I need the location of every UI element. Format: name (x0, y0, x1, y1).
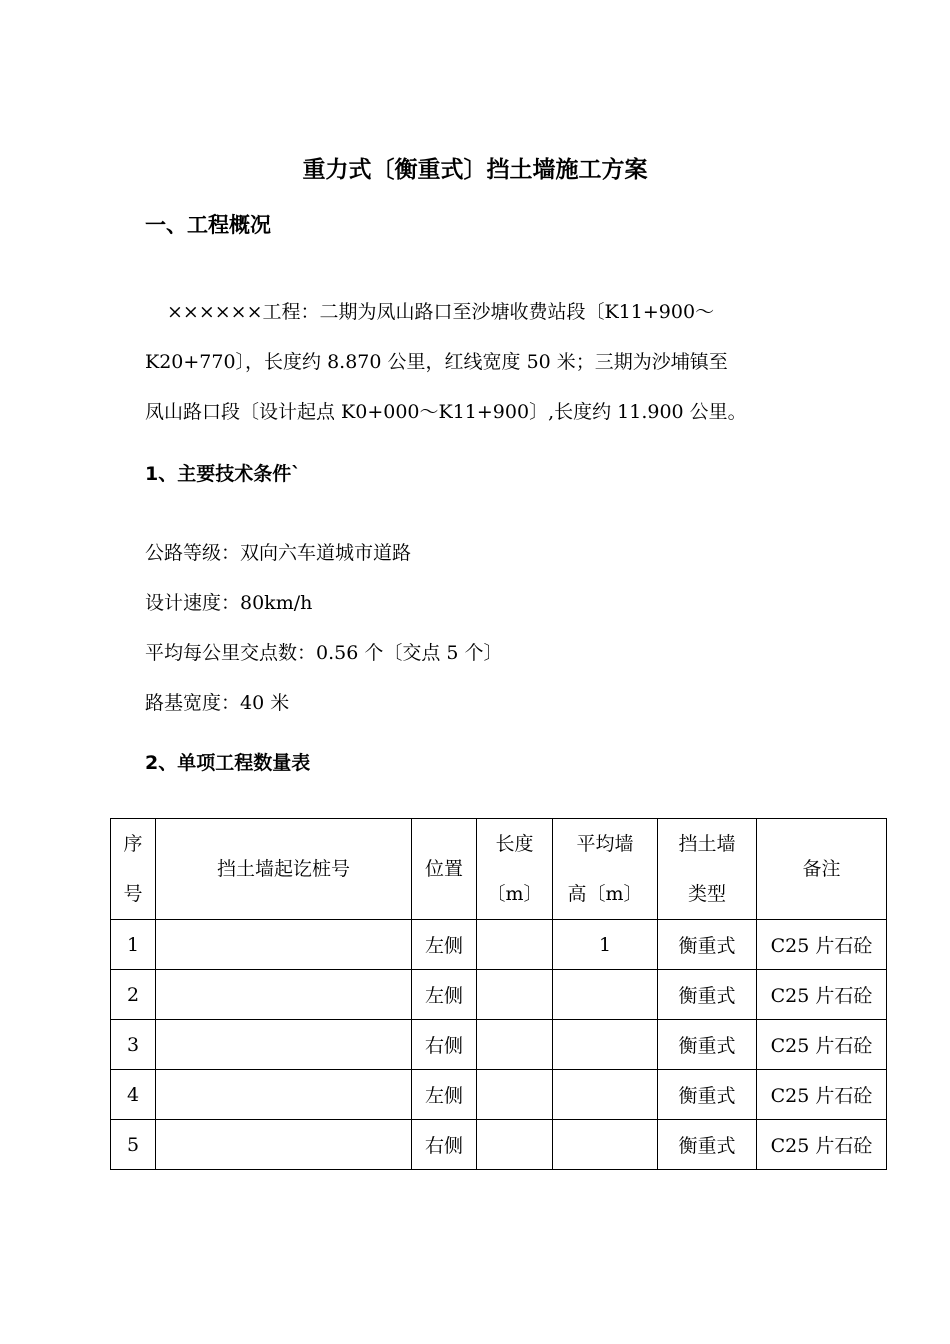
cell-seq: 3 (111, 1020, 156, 1070)
table-row (111, 1020, 887, 1070)
cell-stake (156, 1120, 412, 1170)
condition-roadbed-width: 路基宽度：40 米 (145, 692, 290, 714)
cell-length (477, 1020, 553, 1070)
cell-length (477, 970, 553, 1020)
cell-length (477, 920, 553, 970)
table-row (111, 970, 887, 1020)
overview-line-2: K20+770〕，长度约 8.870 公里，红线宽度 50 米；三期为沙埔镇至 (145, 351, 728, 373)
cell-avg-height (553, 970, 658, 1020)
cell-wall-type: 衡重式 (658, 1120, 757, 1170)
cell-position: 右侧 (412, 1120, 477, 1170)
header-length: 长度 〔m〕 (477, 819, 553, 920)
overview-paragraph (145, 287, 825, 437)
header-remark: 备注 (757, 819, 887, 920)
cell-stake (156, 970, 412, 1020)
table-row (111, 1120, 887, 1170)
cell-remark: C25 片石砼 (757, 1120, 887, 1170)
overview-line-3: 凤山路口段〔设计起点 K0+000～K11+900〕,长度约 11.900 公里。 (145, 401, 747, 423)
header-position: 位置 (412, 819, 477, 920)
cell-seq: 5 (111, 1120, 156, 1170)
cell-stake (156, 1020, 412, 1070)
cell-remark: C25 片石砼 (757, 1070, 887, 1120)
cell-position: 左侧 (412, 970, 477, 1020)
header-avg-height: 平均墙 高〔m〕 (553, 819, 658, 920)
overview-line-1: ××××××工程：二期为凤山路口至沙塘收费站段〔K11+900～ (167, 301, 715, 323)
cell-wall-type: 衡重式 (658, 1020, 757, 1070)
condition-road-grade: 公路等级：双向六车道城市道路 (145, 542, 412, 564)
cell-remark: C25 片石砼 (757, 920, 887, 970)
header-stake: 挡土墙起讫桩号 (156, 819, 412, 920)
cell-seq: 1 (111, 920, 156, 970)
cell-length (477, 1120, 553, 1170)
cell-position: 左侧 (412, 1070, 477, 1120)
cell-length (477, 1070, 553, 1120)
header-wall-type: 挡土墙 类型 (658, 819, 757, 920)
subsection-heading-tech-conditions: 1、主要技术条件` (145, 463, 301, 485)
quantity-table (110, 818, 887, 1170)
condition-intersection-count: 平均每公里交点数：0.56 个〔交点 5 个〕 (145, 642, 503, 664)
cell-avg-height (553, 1020, 658, 1070)
cell-wall-type: 衡重式 (658, 970, 757, 1020)
subsection-heading-quantity-table: 2、单项工程数量表 (145, 752, 311, 774)
table-row (111, 920, 887, 970)
cell-wall-type: 衡重式 (658, 1070, 757, 1120)
table-row (111, 1070, 887, 1120)
cell-position: 左侧 (412, 920, 477, 970)
cell-avg-height: 1 (553, 920, 658, 970)
cell-wall-type: 衡重式 (658, 920, 757, 970)
cell-position: 右侧 (412, 1020, 477, 1070)
cell-remark: C25 片石砼 (757, 970, 887, 1020)
condition-design-speed: 设计速度：80km/h (145, 592, 313, 614)
cell-remark: C25 片石砼 (757, 1020, 887, 1070)
header-seq: 序 号 (111, 819, 156, 920)
cell-stake (156, 920, 412, 970)
cell-seq: 4 (111, 1070, 156, 1120)
cell-seq: 2 (111, 970, 156, 1020)
table-header-row (111, 819, 887, 920)
document-title: 重力式〔衡重式〕挡土墙施工方案 (302, 157, 648, 183)
cell-avg-height (553, 1070, 658, 1120)
cell-stake (156, 1070, 412, 1120)
cell-avg-height (553, 1120, 658, 1170)
section-heading-overview: 一、工程概况 (145, 213, 271, 237)
